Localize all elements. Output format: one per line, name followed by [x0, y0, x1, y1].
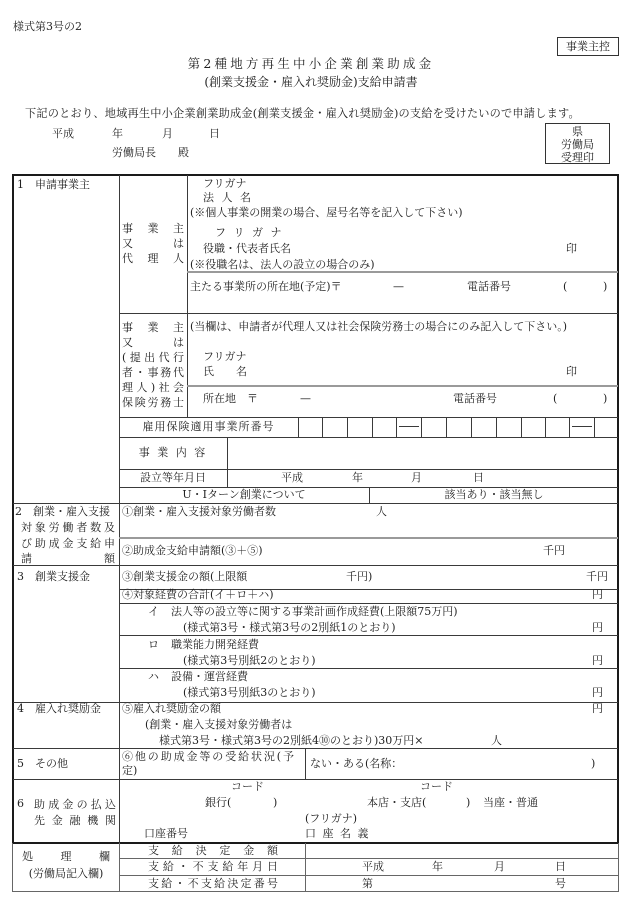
agent-sublabel-line: 事 業 主 — [122, 321, 184, 334]
employer-postal-dash: — — [393, 280, 404, 293]
table-rule — [119, 603, 618, 604]
expense-item-ref: (様式第3号別紙2のとおり) — [183, 654, 316, 667]
established-month-label: 月 — [411, 471, 422, 484]
startup-support-unit: 千円 — [586, 570, 608, 583]
intro-statement: 下記のとおり、地域再生中小企業創業助成金(創業支援金・雇入れ奨励金)の支給を受けたいので申請します。 — [25, 107, 580, 120]
processing-label: 処 理 欄 — [22, 850, 110, 863]
employer-address-field[interactable] — [190, 294, 615, 312]
table-rule — [13, 779, 618, 780]
branch-code-field[interactable] — [425, 794, 465, 810]
expense-item-unit: 円 — [592, 686, 603, 699]
form-number: 様式第3号の2 — [13, 20, 82, 33]
table-rule — [119, 843, 120, 891]
total-expenses-unit: 円 — [592, 588, 603, 601]
section6-label-block — [34, 797, 116, 829]
application-day-field[interactable] — [175, 126, 208, 142]
table-rule — [119, 537, 618, 539]
expense-item-title: 職業能力開発経費 — [171, 638, 259, 651]
established-day-label: 日 — [473, 471, 484, 484]
table-rule — [305, 843, 306, 891]
expense-item-unit: 円 — [592, 654, 603, 667]
date-year-label: 年 — [112, 127, 123, 140]
employer-phone-close: ) — [603, 280, 608, 293]
section2-label-line: 対象労働者数及 — [21, 521, 115, 534]
agent-sublabel-line: 者・事務代 — [122, 366, 184, 379]
section6-label-line: 先金融機関 — [34, 814, 116, 827]
table-rule — [305, 748, 306, 779]
agent-sublabel — [122, 320, 184, 410]
bank-close: ) — [273, 796, 278, 809]
account-number-field[interactable] — [190, 825, 300, 841]
section2-label-line: 請 額 — [21, 552, 115, 565]
application-month-field[interactable] — [125, 126, 161, 142]
table-rule — [119, 875, 618, 876]
established-year-label: 年 — [352, 471, 363, 484]
account-furigana-label: (フリガナ) — [305, 812, 358, 825]
grant-request-label: ②助成金支給申請額(③＋⑤) — [122, 544, 263, 557]
business-content-label: 事 業 内 容 — [138, 446, 208, 459]
expense-item-ref: (様式第3号・様式第3号の2別紙1のとおり) — [183, 621, 396, 634]
receipt-stamp-box — [545, 123, 610, 164]
date-day-label: 日 — [209, 127, 220, 140]
decision-number-suffix: 号 — [555, 877, 566, 890]
ui-turn-options[interactable]: 該当あり・該当無し — [444, 488, 544, 501]
employer-sublabel-line: 事 業 主 — [122, 222, 184, 235]
expense-item-marker: ハ — [148, 670, 159, 683]
rep-name-field[interactable] — [300, 226, 555, 256]
corp-name-label: 法 人 名 — [203, 191, 253, 204]
corp-furigana-label: フリガナ — [203, 177, 247, 190]
decision-date-era: 平成 — [362, 860, 384, 873]
insurance-number-label: 雇用保険適用事業所番号 — [142, 420, 275, 433]
hiring-incentive-label: ⑤雇入れ奨励金の額 — [122, 702, 221, 715]
corp-name-field[interactable] — [260, 178, 610, 206]
agent-sublabel-line: 理人)社会 — [122, 381, 184, 394]
bank-code-label: コード — [231, 780, 264, 793]
copy-label-box: 事業主控 — [557, 37, 619, 56]
hyphen-mark — [399, 426, 419, 427]
insurance-number-cell[interactable] — [348, 417, 373, 437]
rep-title-note: (※役職名は、法人の設立の場合のみ) — [190, 258, 375, 271]
total-expenses-label: ④対象経費の合計(イ＋ロ＋ハ) — [122, 588, 274, 601]
corp-name-note: (※個人事業の開業の場合、屋号名等を記入して下さい) — [190, 206, 463, 219]
agent-phone-close: ) — [603, 392, 608, 405]
addressee: 労働局長 — [112, 146, 156, 159]
account-number-label: 口座番号 — [144, 827, 188, 840]
ui-turn-label: U・Iターン創業について — [182, 488, 306, 501]
table-rule — [119, 175, 120, 843]
expense-item-ref: (様式第3号別紙3のとおり) — [183, 686, 316, 699]
decision-date-month: 月 — [494, 860, 505, 873]
other-grants-options[interactable]: ない・ある(名称： — [310, 757, 403, 770]
branch-code-label: コード — [420, 780, 453, 793]
section6-number: 6 — [17, 797, 24, 810]
bank-label: 銀行( — [205, 796, 232, 809]
decision-number-prefix: 第 — [362, 877, 373, 890]
employer-sublabel — [122, 221, 184, 266]
hired-worker-count-field[interactable] — [430, 733, 488, 748]
section2-label: 2 創業・雇入支援 — [15, 505, 110, 518]
hiring-incentive-note-line2: 様式第3号・様式第3号の2別紙4⑩のとおり)30万円× — [159, 734, 424, 747]
receipt-stamp-line: 県 — [572, 125, 583, 138]
insurance-number-cell[interactable] — [546, 417, 570, 437]
other-grants-close: ) — [591, 757, 596, 770]
branch-close: ) — [466, 796, 471, 809]
decided-amount-label: 支 給 決 定 金 額 — [148, 844, 278, 857]
insurance-number-cell[interactable] — [298, 417, 323, 437]
table-rule — [13, 748, 618, 749]
startup-support-label: ③創業支援金の額(上限額 — [122, 570, 248, 583]
insurance-number-cell[interactable] — [373, 417, 397, 437]
agent-address-label: 所在地 〒 — [203, 392, 258, 405]
agent-phone-open: ( — [553, 392, 558, 405]
grant-request-field[interactable] — [300, 541, 540, 561]
decision-date-year: 年 — [432, 860, 443, 873]
table-rule — [119, 858, 618, 859]
rep-furigana-label: フ リ ガ ナ — [215, 226, 284, 239]
agent-seal-mark: 印 — [566, 365, 577, 378]
startup-support-cap-unit: 千円) — [346, 570, 373, 583]
agent-sublabel-line: (提出代行 — [122, 351, 184, 364]
insurance-number-cell[interactable] — [595, 417, 618, 437]
branch-label: 本店・支店( — [367, 796, 427, 809]
document-subtitle: (創業支援金・雇入れ奨励金)支給申請書 — [204, 75, 418, 89]
insurance-number-separator — [397, 417, 422, 437]
document-title: 第2種地方再生中小企業創業助成金 — [187, 56, 435, 71]
agent-sublabel-line: 又 は — [122, 336, 184, 349]
other-grants-name-field[interactable] — [415, 754, 587, 774]
application-year-field[interactable] — [75, 126, 111, 142]
worker-count-field[interactable] — [300, 504, 372, 520]
employer-sublabel-line: 代 理 人 — [122, 252, 184, 265]
hiring-incentive-note-line1: (創業・雇入支援対象労働者は — [145, 718, 293, 731]
established-date-label: 設立等年月日 — [140, 471, 206, 484]
account-type-options[interactable]: 当座・普通 — [483, 796, 538, 809]
section2-label-line: び助成金支給申 — [21, 536, 115, 550]
grant-request-unit: 千円 — [543, 544, 565, 557]
insurance-number-cell[interactable] — [497, 417, 522, 437]
account-holder-field[interactable] — [370, 810, 615, 841]
insurance-number-separator — [570, 417, 595, 437]
employer-address-label: 主たる事業所の所在地(予定)〒 — [190, 280, 342, 293]
hiring-incentive-note-unit: 人 — [491, 734, 502, 747]
decision-date-label: 支給・不支給年月日 — [148, 860, 278, 873]
section1-label: 1 申請事業主 — [17, 178, 90, 191]
agent-name-field[interactable] — [260, 348, 555, 380]
decision-date-day: 日 — [555, 860, 566, 873]
section6-label-line: 助成金の払込 — [34, 798, 116, 811]
agent-note: (当欄は、申請者が代理人又は社会保険労務士の場合にのみ記入して下さい。) — [190, 320, 568, 333]
section3-label: 3 創業支援金 — [17, 570, 90, 583]
date-era: 平成 — [52, 127, 74, 140]
section4-label: 4 雇入れ奨励金 — [17, 702, 101, 715]
table-rule — [119, 635, 618, 636]
expense-item-marker: ロ — [148, 638, 159, 651]
rep-name-label: 役職・代表者氏名 — [203, 242, 291, 255]
insurance-number-cell[interactable] — [422, 417, 447, 437]
employer-sublabel-line: 又 は — [122, 237, 184, 250]
expense-item-marker: イ — [148, 605, 159, 618]
hyphen-mark — [572, 426, 592, 427]
other-grants-label-line1: ⑥他の助成金等の受給状況(予 — [122, 750, 296, 763]
insurance-number-cell[interactable] — [472, 417, 497, 437]
established-era: 平成 — [281, 471, 303, 484]
receipt-stamp-line: 労働局 — [561, 138, 594, 151]
insurance-number-cell[interactable] — [522, 417, 546, 437]
table-rule — [187, 175, 188, 417]
honorific: 殿 — [178, 146, 189, 159]
receipt-stamp-line: 受理印 — [561, 151, 594, 164]
table-rule — [119, 469, 618, 470]
business-content-field[interactable] — [228, 438, 618, 469]
expense-item-title: 法人等の設立等に関する事業計画作成経費(上限額75万円) — [171, 605, 458, 618]
account-holder-label: 口 座 名 義 — [305, 827, 370, 840]
agent-phone-label: 電話番号 — [453, 392, 497, 405]
hiring-incentive-unit: 円 — [592, 702, 603, 715]
section5-label: 5 その他 — [17, 757, 68, 770]
agent-name-label: 氏 名 — [203, 365, 247, 378]
expense-item-title: 設備・運営経費 — [171, 670, 248, 683]
date-month-label: 月 — [162, 127, 173, 140]
expense-item-unit: 円 — [592, 621, 603, 634]
worker-count-unit: 人 — [376, 505, 387, 518]
agent-sublabel-line: 保険労務士 — [122, 396, 184, 409]
insurance-number-cell[interactable] — [447, 417, 472, 437]
bank-code-field[interactable] — [220, 794, 272, 810]
employer-phone-label: 電話番号 — [467, 280, 511, 293]
agent-furigana-label: フリガナ — [203, 350, 247, 363]
employer-seal-mark: 印 — [566, 242, 577, 255]
agent-postal-dash: — — [300, 392, 311, 405]
other-grants-label-line2: 定) — [122, 764, 138, 777]
processing-sublabel: (労働局記入欄) — [28, 867, 104, 880]
worker-count-label: ①創業・雇入支援対象労働者数 — [122, 505, 276, 518]
table-rule — [13, 702, 618, 703]
table-rule — [119, 668, 618, 669]
insurance-number-cell[interactable] — [323, 417, 348, 437]
employer-phone-open: ( — [563, 280, 568, 293]
decision-number-label: 支給・不支給決定番号 — [148, 877, 278, 890]
table-rule — [119, 313, 618, 314]
table-rule — [187, 385, 618, 387]
section2-label-block — [21, 520, 115, 567]
